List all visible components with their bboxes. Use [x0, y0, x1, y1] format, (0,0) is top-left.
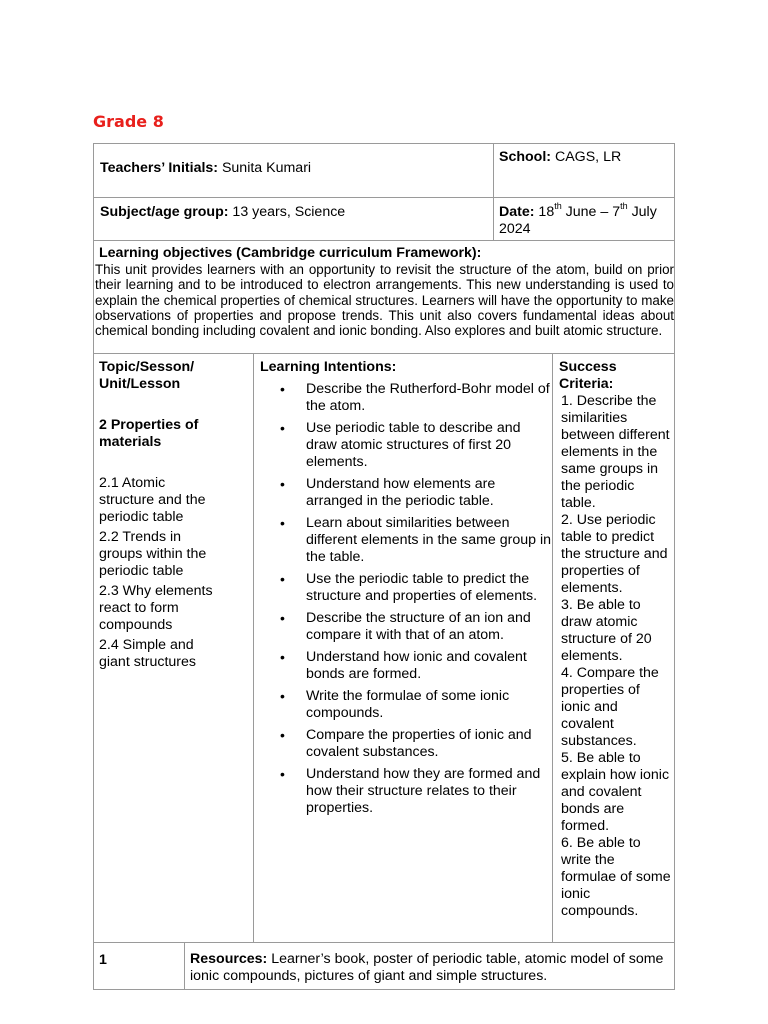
date-mid: June – 7: [561, 204, 621, 220]
success-item: 1. Describe the similarities between different elements in the same groups in the periodic table.: [561, 393, 670, 511]
intention-item: • Understand how they are formed and how their structure relates to their properties.: [261, 766, 554, 817]
intentions-cell: [253, 353, 553, 943]
teacher-value: Sunita Kumari: [218, 160, 312, 176]
date-label: Date:: [499, 204, 535, 220]
intention-item: • Learn about similarities between different elements in the same group in the table.: [261, 515, 554, 566]
intention-item: • Use periodic table to describe and draw atomic structures of first 20 elements.: [261, 420, 554, 471]
success-list: [561, 393, 671, 920]
success-item: 4. Compare the properties of ionic and covalent substances.: [561, 665, 659, 749]
topic-cell: [93, 353, 254, 943]
lesson-item: 2.4 Simple and giant structures: [99, 637, 196, 670]
intention-item: • Describe the Rutherford-Bohr model of the atom.: [261, 381, 554, 415]
page-heading: Grade 8: [93, 112, 164, 131]
date-suffix-start: th: [554, 201, 562, 212]
resources-number: 1: [99, 952, 107, 968]
subject-cell: [93, 197, 494, 241]
resources-cell: [184, 942, 675, 990]
objectives-cell: [93, 240, 675, 354]
date-day-start: 18: [534, 204, 555, 220]
success-item: 2. Use periodic table to predict the structure and properties of elements.: [561, 512, 668, 596]
success-cell: [552, 353, 675, 943]
success-label: Success Criteria:: [559, 359, 617, 392]
intention-item: • Write the formulae of some ionic compounds.: [261, 688, 554, 722]
subject-label: Subject/age group:: [100, 204, 229, 220]
date-cell: [493, 197, 675, 241]
objectives-body: This unit provides learners with an opportunity to revisit the structure of the atom, build on prior their learning and to be introduced to electron arrangements. This new understanding is used to explain the chemical properties of chemical structures. Learners will have the opportunity to make observations of properties and propose trends. This unit also covers fundamental ideas about chemical bonding including covalent and ionic bonding. Also explores and built atomic structure.: [95, 262, 674, 339]
intention-item: • Compare the properties of ionic and covalent substances.: [261, 727, 554, 761]
intentions-list: [261, 381, 554, 822]
resources-label: Resources:: [190, 951, 268, 967]
subject-value: 13 years, Science: [228, 204, 346, 220]
intentions-label: Learning Intentions:: [260, 359, 397, 375]
intention-item: • Understand how ionic and covalent bonds are formed.: [261, 649, 554, 683]
teacher-label: Teachers’ Initials:: [100, 160, 219, 176]
teacher-cell: [93, 143, 494, 198]
lesson-item: 2.1 Atomic structure and the periodic table: [99, 475, 206, 525]
date-suffix-end: th: [620, 201, 628, 212]
objectives-title: Learning objectives (Cambridge curriculum Framework):: [99, 245, 482, 261]
resources-value: Learner’s book, poster of periodic table, atomic model of some ionic compounds, pictures of giant and simple structures.: [190, 951, 664, 984]
date-end: July 2024: [499, 204, 657, 237]
school-cell: [493, 143, 675, 198]
unit-title: 2 Properties of materials: [99, 417, 199, 450]
lesson-item: 2.2 Trends in groups within the periodic table: [99, 529, 207, 579]
school-label: School:: [499, 149, 552, 165]
intention-item: • Understand how elements are arranged in the periodic table.: [261, 476, 554, 510]
lesson-item: 2.3 Why elements react to form compounds: [99, 583, 213, 633]
success-item: 5. Be able to explain how ionic and covalent bonds are formed.: [561, 750, 670, 834]
success-item: 3. Be able to draw atomic structure of 20 elements.: [561, 597, 652, 664]
intention-item: • Use the periodic table to predict the structure and properties of elements.: [261, 571, 554, 605]
intention-item: • Describe the structure of an ion and compare it with that of an atom.: [261, 610, 554, 644]
school-value: CAGS, LR: [551, 149, 622, 165]
topic-label: Topic/Sesson/ Unit/Lesson: [99, 359, 195, 392]
success-item: 6. Be able to write the formulae of some ionic compounds.: [561, 835, 671, 919]
resources-number-cell: [93, 942, 185, 990]
